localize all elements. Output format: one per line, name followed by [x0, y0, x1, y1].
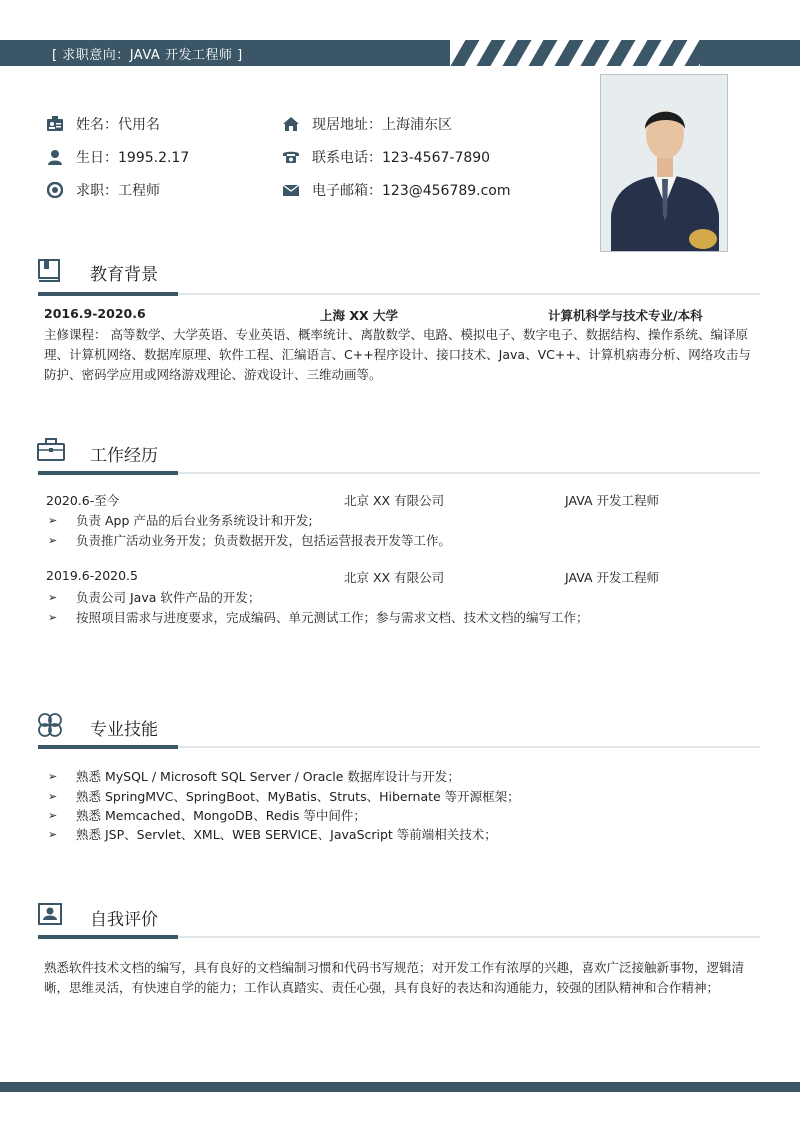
profile-photo: [600, 74, 728, 252]
work-accent: [38, 471, 178, 475]
address-row: [282, 113, 452, 135]
job-text: 求职：工程师: [76, 183, 160, 199]
education-period: 2016.9-2020.6: [44, 306, 146, 321]
education-section-icon: [36, 258, 64, 282]
education-school: 上海 XX 大学: [320, 308, 398, 323]
arrow-bullet-icon: ➢: [48, 533, 58, 547]
self-accent: [38, 935, 178, 939]
education-accent: [38, 292, 178, 296]
job-1-duty-1: ➢ 负责 App 产品的后台业务系统设计和开发;: [48, 513, 313, 528]
arrow-bullet-icon: ➢: [48, 610, 58, 624]
education-title: 教育背景: [90, 265, 158, 285]
job-2-duty-1: ➢ 负责公司 Java 软件产品的开发；: [48, 590, 261, 605]
work-section-icon: [36, 438, 64, 462]
job-2-duty-2: ➢ 按照项目需求与进度要求，完成编码、单元测试工作；参与需求文档、技术文档的编写工作；: [48, 610, 589, 625]
skills-accent: [38, 745, 178, 749]
birthday-text: 生日：1995.2.17: [76, 150, 190, 166]
self-section-icon: [36, 902, 64, 926]
home-icon: [282, 115, 300, 133]
skill-item: ➢ 熟悉 Memcached、MongoDB、Redis 等中间件；: [48, 808, 366, 823]
job-2-period: 2019.6-2020.5: [46, 568, 138, 583]
skills-section-icon: [36, 712, 64, 736]
address-text: 现居地址：上海浦东区: [312, 117, 452, 133]
name-row: [46, 113, 160, 135]
job-1-period: 2020.6-至今: [46, 493, 120, 508]
banner-tail: [700, 40, 800, 66]
id-card-icon: [46, 115, 64, 133]
arrow-bullet-icon: ➢: [48, 513, 58, 527]
skills-title: 专业技能: [90, 720, 158, 740]
email-text: 电子邮箱：123@456789.com: [312, 183, 511, 199]
job-row: [46, 179, 160, 201]
bottom-bar: [0, 1082, 800, 1092]
arrow-bullet-icon: ➢: [48, 808, 58, 822]
arrow-bullet-icon: ➢: [48, 789, 58, 803]
self-evaluation-text: 熟悉软件技术文档的编写，具有良好的文档编制习惯和代码书写规范；对开发工作有浓厚的兴趣，喜欢广泛接触新事物，逻辑清晰，思维灵活，有快速自学的能力；工作认真踏实、责任心强，具有良好的表达和沟通能力，较强的团队精神和合作精神；: [44, 960, 745, 995]
job-2-company: 北京 XX 有限公司: [344, 570, 445, 585]
phone-row: [282, 146, 490, 168]
job-1-position: JAVA 开发工程师: [565, 493, 659, 508]
target-icon: [46, 181, 64, 199]
skill-item: ➢ 熟悉 SpringMVC、SpringBoot、MyBatis、Struts、Hibernate 等开源框架；: [48, 789, 520, 804]
birthday-row: [46, 146, 189, 168]
self-title: 自我评价: [90, 910, 158, 930]
work-title: 工作经历: [90, 446, 158, 466]
education-major: 计算机科学与技术专业/本科: [548, 308, 703, 323]
phone-text: 联系电话：123-4567-7890: [312, 150, 491, 166]
job-1-duty-2: ➢ 负责推广活动业务开发；负责数据开发，包括运营报表开发等工作。: [48, 533, 452, 548]
skill-item: ➢ 熟悉 JSP、Servlet、XML、WEB SERVICE、JavaScript 等前端相关技术；: [48, 827, 497, 842]
job-intention: [ 求职意向：JAVA 开发工程师 ]: [52, 48, 243, 63]
phone-icon: [282, 148, 300, 166]
education-courses: 主修课程： 高等数学、大学英语、专业英语、概率统计、离散数学、电路、模拟电子、数字电子、数据结构、操作系统、编译原理、计算机网络、数据库原理、软件工程、汇编语言、C++程序设计、接口技术、Java、VC++、计算机病毒分析、网络攻击与防护、密码学应用或网络游戏理论、游戏设计、三维动画等。: [44, 327, 751, 382]
arrow-bullet-icon: ➢: [48, 827, 58, 841]
arrow-bullet-icon: ➢: [48, 590, 58, 604]
person-icon: [46, 148, 64, 166]
name-text: 姓名：代用名: [76, 117, 160, 133]
envelope-icon: [282, 181, 300, 199]
arrow-bullet-icon: ➢: [48, 769, 58, 783]
skill-item: ➢ 熟悉 MySQL / Microsoft SQL Server / Oracle 数据库设计与开发；: [48, 769, 460, 784]
job-2-position: JAVA 开发工程师: [565, 570, 659, 585]
email-row: [282, 179, 511, 201]
job-1-company: 北京 XX 有限公司: [344, 493, 445, 508]
